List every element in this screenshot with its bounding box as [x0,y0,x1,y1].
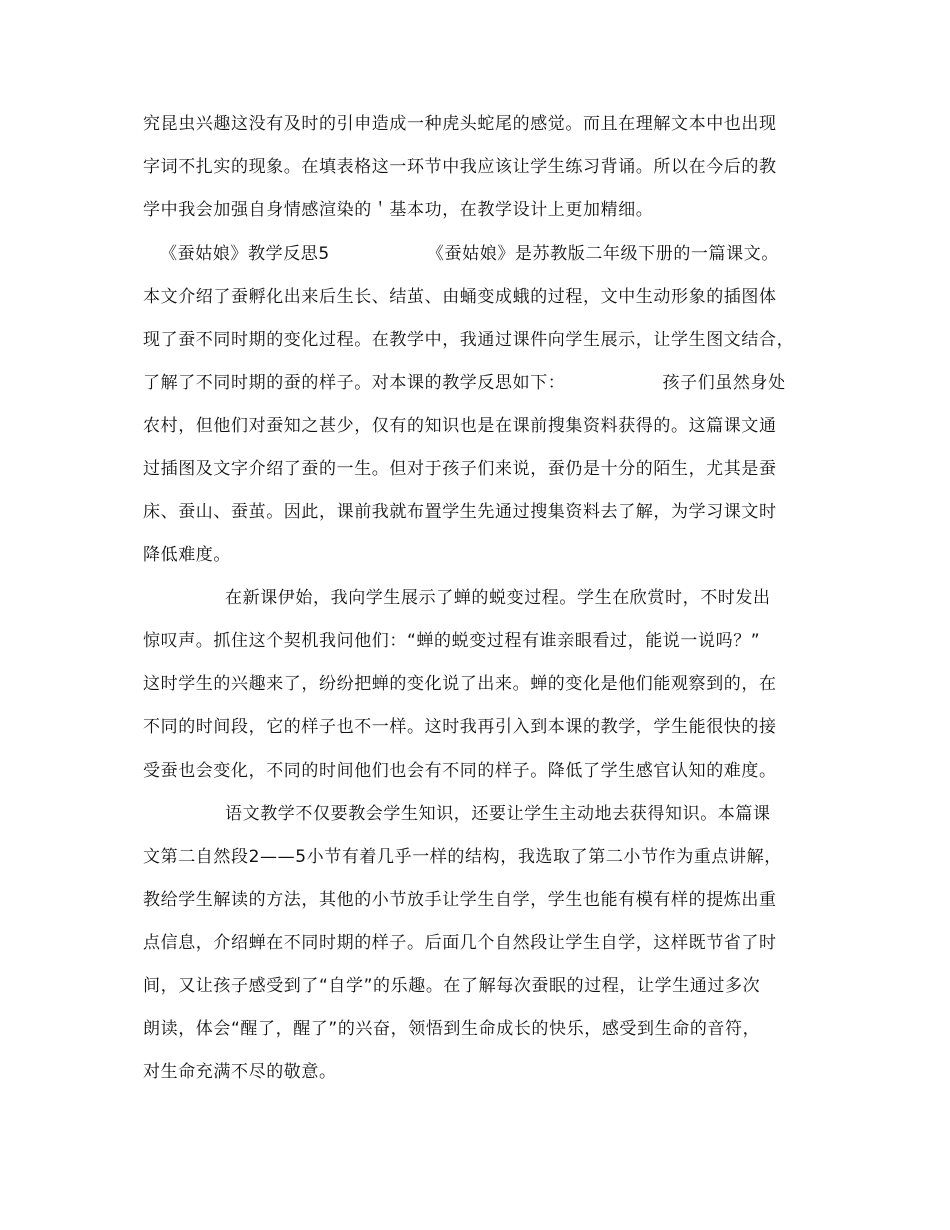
text-line: 降低难度。 [143,545,231,565]
section-heading-line: 《蚕姑娘》教学反思5 《蚕姑娘》是苏教版二年级下册的一篇课文。 [160,244,779,264]
text-line: 不同的时间段，它的样子也不一样。这时我再引入到本课的教学，学生能很快的接 [143,717,777,737]
text-line: 惊叹声。抓住这个契机我问他们：“蝉的蜕变过程有谁亲眼看过，能说一说吗？” [143,631,761,651]
text-line: 间，又让孩子感受到了“自学”的乐趣。在了解每次蚕眠的过程，让学生通过多次 [143,976,761,996]
text-line: 农村，但他们对蚕知之甚少，仅有的知识也是在课前搜集资料获得的。这篇课文通 [143,416,777,436]
text-line: 床、蚕山、蚕茧。因此，课前我就布置学生先通过搜集资料去了解，为学习课文时 [143,502,777,522]
paragraph-first-line: 语文教学不仅要教会学生知识，还要让学生主动地去获得知识。本篇课 [225,804,771,824]
text-line: 现了蚕不同时期的变化过程。在教学中，我通过课件向学生展示，让学生图文结合， [143,330,795,350]
text-line: 究昆虫兴趣这没有及时的引申造成一种虎头蛇尾的感觉。而且在理解文本中也出现 [143,114,777,134]
text-line: 学中我会加强自身情感渲染的＇基本功，在教学设计上更加精细。 [143,200,654,220]
text-line: 朗读，体会“醒了，醒了”的兴奋，领悟到生命成长的快乐，感受到生命的音符， [143,1019,761,1039]
paragraph-first-line: 在新课伊始，我向学生展示了蝉的蜕变过程。学生在欣赏时，不时发出 [225,588,771,608]
text-line: 字词不扎实的现象。在填表格这一环节中我应该让学生练习背诵。所以在今后的教 [143,157,777,177]
text-line: 过插图及文字介绍了蚕的一生。但对于孩子们来说，蚕仍是十分的陌生，尤其是蚕 [143,459,777,479]
text-line: 点信息，介绍蝉在不同时期的样子。后面几个自然段让学生自学，这样既节省了时 [143,933,777,953]
text-line: 对生命充满不尽的敬意。 [143,1062,337,1082]
text-line: 了解了不同时期的蚕的样子。对本课的教学反思如下： 孩子们虽然身处 [143,373,786,393]
text-line: 本文介绍了蚕孵化出来后生长、结茧、由蛹变成蛾的过程，文中生动形象的插图体 [143,287,777,307]
text-line: 教给学生解读的方法，其他的小节放手让学生自学，学生也能有模有样的提炼出重 [143,890,777,910]
text-line: 受蚕也会变化，不同的时间他们也会有不同的样子。降低了学生感官认知的难度。 [143,761,777,781]
text-line: 这时学生的兴趣来了，纷纷把蝉的变化说了出来。蝉的变化是他们能观察到的，在 [143,674,777,694]
text-line: 文第二自然段2——5小节有着几乎一样的结构，我选取了第二小节作为重点讲解， [143,847,782,867]
